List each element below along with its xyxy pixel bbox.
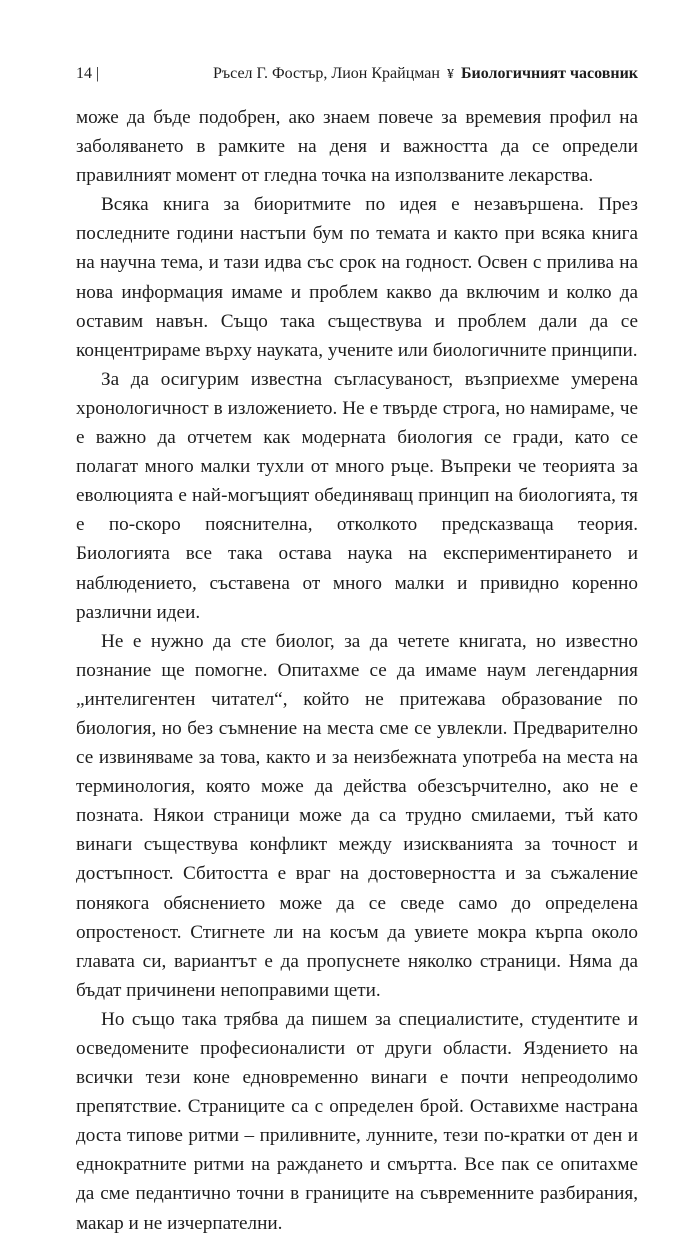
- body-text: [76, 103, 638, 1238]
- header-authors: Ръсел Г. Фостър, Лион Крайцман: [212, 65, 440, 82]
- header-separator: ¥: [446, 67, 454, 82]
- header-right: [213, 62, 638, 87]
- paragraph-2: Всяка книга за биоритмите по идея е незавършена. През последните години настъпи бум по темата и както при всяка книга на научна тема, и тази идва със срок на годност. Освен с прилива на нова информация имаме и проблем какво да включим и колко да оставим навън. Също така съществува и проблем дали да се концентрираме върху науката, учените или биологичните принципи.: [76, 194, 638, 361]
- paragraph-3: За да осигурим известна съгласуваност, възприехме умерена хронологичност в изложението. Не е твърде строга, но намираме, че е важно да отчетем как модерната биология се гради, като се полагат много малки тухли от много ръце. Въпреки че теорията за еволюцията е най-могъщият обединяващ принцип на биологията, тя е по-скоро пояснителна, отколкото предсказваща теория. Биологията все така остава наука на експериментирането и наблюдението, съставена от много малки и привидно коренно различни идеи.: [76, 368, 638, 623]
- paragraph-4: Не е нужно да сте биолог, за да четете книгата, но известно познание ще помогне. Опитахме се да имаме наум легендарния „интелигентен читател“, който не притежава образование по биология, но без съмнение на места сме се увлекли. Предварително се извиняваме за това, както и за неизбежната употреба на места на терминология, която може да действа обезсърчително, ако не е позната. Някои страници може да са трудно смилаеми, тъй като винаги съществува конфликт между изискванията за точност и достъпност. Сбитостта е враг на достоверността и за съжаление понякога обяснението може да се сведе само до определена опростеност. Стигнете ли на косъм да увиете мокра кърпа около главата си, вариантът е да пропуснете няколко страници. Няма да бъдат причинени непоправими щети.: [76, 630, 638, 1001]
- paragraph-1: може да бъде подобрен, ако знаем повече за времевия профил на заболяването в рамките на деня и важността да се определи правилният момент от гледна точка на използваните лекарства.: [76, 107, 638, 187]
- paragraph-5: Но също така трябва да пишем за специалистите, студентите и осведомените професионалисти от други области. Яздението на всички тези коне едновременно винаги е почти непреодолимо препятствие. Страниците са с определен брой. Оставихме настрана доста типове ритми – приливните, лунните, тези по-кратки от ден и еднократните ритми на раждането и смъртта. Все пак се опитахме да сме педантично точни в границите на съвременните разбирания, макар и не изчерпателни.: [76, 1008, 638, 1234]
- header-book-title: Биологичният часовник: [460, 65, 638, 82]
- page-number: [76, 62, 99, 86]
- running-header: [76, 62, 638, 86]
- page-number-separator: |: [96, 65, 100, 82]
- page-number-value: 14: [76, 65, 92, 82]
